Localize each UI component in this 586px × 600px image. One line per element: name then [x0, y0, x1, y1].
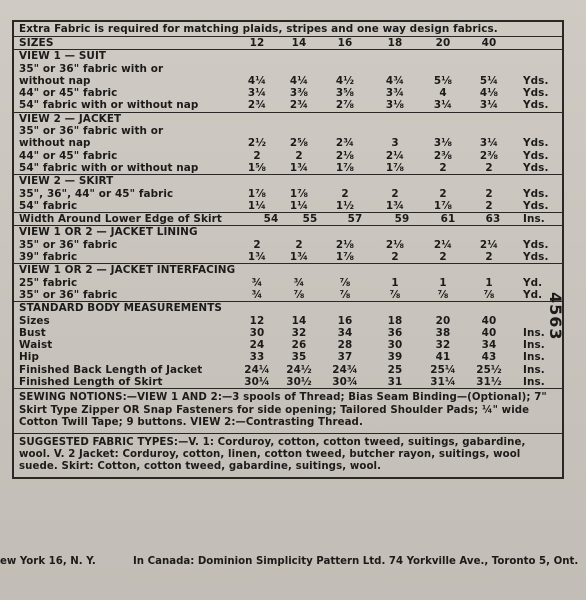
table-cell: ⅞: [339, 288, 351, 301]
table-cell: 2¼: [433, 238, 453, 251]
table-cell: 3¾: [385, 87, 405, 100]
table-row: [14, 289, 562, 301]
row-label: Waist: [19, 339, 53, 352]
table-row: [14, 376, 562, 388]
footer-address-left: ew York 16, N. Y.: [0, 556, 96, 567]
row-label: Finished Length of Skirt: [19, 376, 163, 389]
table-row: [14, 277, 562, 289]
table-cell: 2: [391, 187, 399, 200]
section-heading: [14, 49, 562, 62]
table-cell: 3⅛: [385, 99, 405, 112]
row-label: 54" fabric with or without nap: [19, 161, 199, 174]
table-row: [14, 239, 562, 251]
yardage-chart: [12, 20, 564, 479]
suggested-fabric-types: SUGGESTED FABRIC TYPES:—V. 1: Corduroy, cotton, cotton tweed, suitings, gabardine, wool. V. 2 Jacket: Corduroy, cotton, linen, cotton tweed, butcher rayon, suitings, wool suede. Skirt: Cotton, cotton tweed, gabardine, suitings, wool.: [14, 433, 562, 477]
table-cell: 3¼: [479, 137, 499, 150]
table-cell: 5¼: [479, 74, 499, 87]
section-heading: [14, 225, 562, 238]
table-cell: 25: [387, 363, 403, 376]
table-cell: 2¾: [335, 137, 355, 150]
unit-label: Ins.: [523, 213, 545, 226]
table-cell: 24: [249, 339, 265, 352]
row-label: 54" fabric with or without nap: [19, 99, 199, 112]
table-cell: 2: [341, 187, 349, 200]
table-row: [14, 99, 562, 111]
table-cell: 2¾: [247, 99, 267, 112]
table-cell: 1⅞: [385, 161, 405, 174]
table-cell: 2¼: [479, 238, 499, 251]
unit-label: Yds.: [523, 87, 549, 100]
table-cell: 2: [485, 251, 493, 264]
table-cell: 2: [295, 238, 303, 251]
footer-address-canada: In Canada: Dominion Simplicity Pattern Ltd. 74 Yorkville Ave., Toronto 5, Ont.: [133, 556, 579, 567]
table-cell: 2¾: [289, 99, 309, 112]
table-row: [14, 200, 562, 212]
table-cell: 4⅛: [479, 87, 499, 100]
skirt-width-row: [14, 212, 562, 225]
table-cell: 32: [291, 326, 307, 339]
table-row: [14, 137, 562, 149]
row-label: 35", 36", 44" or 45" fabric: [19, 187, 174, 200]
row-label: 35" or 36" fabric: [19, 288, 118, 301]
table-cell: 1⅝: [247, 161, 267, 174]
table-cell: 24¼: [244, 363, 270, 376]
sizes-header: [14, 36, 562, 49]
table-cell: 36: [387, 326, 403, 339]
unit-label: Yd.: [523, 276, 543, 289]
size-col-0: 12: [249, 37, 265, 49]
unit-label: Yds.: [523, 149, 549, 162]
unit-label: Ins.: [523, 351, 545, 364]
table-row: [14, 315, 562, 327]
table-cell: ¾: [251, 276, 263, 289]
table-cell: 30¼: [244, 376, 270, 389]
table-cell: 1: [391, 276, 399, 289]
table-cell: 2⅛: [335, 149, 355, 162]
row-label: Bust: [19, 326, 46, 339]
row-label: without nap: [19, 137, 91, 150]
table-cell: 1: [439, 276, 447, 289]
table-cell: 3⅝: [335, 87, 355, 100]
unit-label: Yds.: [523, 251, 549, 264]
unit-label: Yds.: [523, 199, 549, 212]
table-row: [14, 339, 562, 351]
table-cell: 4¼: [247, 74, 267, 87]
unit-label: Yds.: [523, 187, 549, 200]
table-cell: 1¼: [247, 199, 267, 212]
unit-label: Yds.: [523, 161, 549, 174]
row-label: without nap: [19, 74, 91, 87]
table-cell: 2: [439, 161, 447, 174]
row-label: VIEW 2 — JACKET: [19, 112, 122, 125]
table-cell: ⅞: [339, 276, 351, 289]
table-cell: 34: [337, 326, 353, 339]
pattern-number: 4563: [546, 292, 565, 341]
table-row: [14, 87, 562, 99]
unit-label: Yds.: [523, 238, 549, 251]
table-cell: 2¼: [385, 149, 405, 162]
section-heading: [14, 263, 562, 276]
unit-label: Yds.: [523, 74, 549, 87]
table-cell: 33: [249, 351, 265, 364]
size-col-1: 14: [291, 37, 307, 49]
table-cell: 1¾: [385, 199, 405, 212]
unit-label: Ins.: [523, 376, 545, 389]
table-cell: 2: [295, 149, 303, 162]
table-cell: 4¼: [289, 74, 309, 87]
table-cell: 24¾: [332, 363, 358, 376]
table-cell: 40: [481, 326, 497, 339]
row-label: VIEW 2 — SKIRT: [19, 175, 114, 188]
table-cell: 2: [485, 199, 493, 212]
table-cell: 31½: [476, 376, 502, 389]
table-cell: ⅞: [293, 288, 305, 301]
table-cell: 57: [347, 213, 363, 226]
section-heading: [14, 112, 562, 125]
table-cell: 14: [291, 314, 307, 327]
table-cell: 20: [435, 314, 451, 327]
table-cell: 3: [391, 137, 399, 150]
table-cell: 30: [387, 339, 403, 352]
table-cell: 38: [435, 326, 451, 339]
table-row: [14, 75, 562, 87]
table-cell: 2: [485, 187, 493, 200]
row-label: 35" or 36" fabric with or: [19, 125, 164, 138]
row-label: Width Around Lower Edge of Skirt: [19, 213, 222, 226]
section-heading: [14, 174, 562, 187]
chart-rows: [14, 49, 562, 388]
table-row: [14, 125, 562, 137]
table-cell: 1⅞: [289, 187, 309, 200]
table-cell: 18: [387, 314, 403, 327]
table-cell: 2⅛: [385, 238, 405, 251]
row-label: VIEW 1 OR 2 — JACKET INTERFACING: [19, 264, 236, 277]
table-cell: 2: [253, 149, 261, 162]
size-col-3: 18: [387, 37, 403, 49]
row-label: 54" fabric: [19, 199, 78, 212]
size-col-5: 40: [481, 37, 497, 49]
table-cell: ¾: [293, 276, 305, 289]
table-cell: 40: [481, 314, 497, 327]
table-cell: 4: [439, 87, 447, 100]
unit-label: Ins.: [523, 326, 545, 339]
table-row: [14, 327, 562, 339]
table-cell: 12: [249, 314, 265, 327]
table-cell: 3¼: [247, 87, 267, 100]
row-label: 39" fabric: [19, 251, 78, 264]
table-cell: 37: [337, 351, 353, 364]
extra-fabric-note: Extra Fabric is required for matching plaids, stripes and one way design fabrics.: [19, 23, 498, 35]
table-cell: 34: [481, 339, 497, 352]
table-cell: ⅞: [437, 288, 449, 301]
table-cell: 31¼: [430, 376, 456, 389]
table-row: [14, 162, 562, 174]
unit-label: Ins.: [523, 363, 545, 376]
table-cell: 5⅛: [433, 74, 453, 87]
table-cell: ⅞: [389, 288, 401, 301]
table-row: [14, 150, 562, 162]
table-cell: 25½: [476, 363, 502, 376]
table-cell: 2⅝: [289, 137, 309, 150]
table-cell: 2: [485, 161, 493, 174]
table-cell: 2⅜: [433, 149, 453, 162]
row-label: VIEW 1 OR 2 — JACKET LINING: [19, 226, 198, 239]
table-cell: 1: [485, 276, 493, 289]
table-cell: 30¾: [332, 376, 358, 389]
table-cell: 32: [435, 339, 451, 352]
row-label: 44" or 45" fabric: [19, 87, 118, 100]
table-cell: 30: [249, 326, 265, 339]
row-label: 25" fabric: [19, 276, 78, 289]
row-label: 35" or 36" fabric with or: [19, 62, 164, 75]
table-cell: 1⅞: [433, 199, 453, 212]
table-cell: 3¼: [479, 99, 499, 112]
table-cell: 4¾: [385, 74, 405, 87]
unit-label: Yds.: [523, 99, 549, 112]
table-row: [14, 251, 562, 263]
table-cell: 1¾: [289, 161, 309, 174]
table-cell: ¾: [251, 288, 263, 301]
unit-label: Yd.: [523, 288, 543, 301]
table-cell: 43: [481, 351, 497, 364]
table-cell: 39: [387, 351, 403, 364]
row-label: Sizes: [19, 314, 50, 327]
table-cell: 1¾: [289, 251, 309, 264]
table-cell: 2½: [247, 137, 267, 150]
unit-label: Yds.: [523, 137, 549, 150]
row-label: Hip: [19, 351, 39, 364]
table-cell: 1⅞: [335, 161, 355, 174]
table-cell: 2⅞: [335, 99, 355, 112]
table-cell: 2: [439, 187, 447, 200]
table-row: [14, 364, 562, 376]
size-col-4: 20: [435, 37, 451, 49]
section-heading: [14, 301, 562, 314]
table-cell: 3⅛: [433, 137, 453, 150]
table-cell: 1½: [335, 199, 355, 212]
table-cell: 2: [439, 251, 447, 264]
table-cell: 16: [337, 314, 353, 327]
table-cell: 24½: [286, 363, 312, 376]
table-cell: 63: [485, 213, 501, 226]
table-cell: 3⅜: [289, 87, 309, 100]
table-cell: 2: [253, 238, 261, 251]
sewing-notions: SEWING NOTIONS:—VIEW 1 AND 2:—3 spools of Thread; Bias Seam Binding—(Optional); 7" Skirt Type Zipper OR Snap Fasteners for side opening; Tailored Shoulder Pads; ¼" wide Cotton Twill Tape; 9 buttons. VIEW 2:—Contrasting Thread.: [14, 388, 562, 432]
table-cell: 31: [387, 376, 403, 389]
table-cell: 59: [394, 213, 410, 226]
row-label: 44" or 45" fabric: [19, 149, 118, 162]
table-cell: 30½: [286, 376, 312, 389]
table-cell: 28: [337, 339, 353, 352]
table-row: [14, 188, 562, 200]
table-cell: 35: [291, 351, 307, 364]
row-label: VIEW 1 — SUIT: [19, 50, 107, 63]
table-cell: 1⅞: [335, 251, 355, 264]
table-cell: 4½: [335, 74, 355, 87]
table-cell: 61: [440, 213, 456, 226]
table-cell: 26: [291, 339, 307, 352]
table-cell: 2: [391, 251, 399, 264]
table-row: [14, 63, 562, 75]
table-cell: 25¼: [430, 363, 456, 376]
table-cell: 2⅛: [335, 238, 355, 251]
table-cell: 1¾: [247, 251, 267, 264]
row-label: 35" or 36" fabric: [19, 238, 118, 251]
size-col-2: 16: [337, 37, 353, 49]
table-cell: ⅞: [483, 288, 495, 301]
unit-label: Ins.: [523, 339, 545, 352]
table-cell: 55: [302, 213, 318, 226]
table-row: [14, 351, 562, 363]
table-cell: 1¼: [289, 199, 309, 212]
sizes-header-label: SIZES: [19, 37, 54, 49]
table-cell: 1⅞: [247, 187, 267, 200]
row-label: Finished Back Length of Jacket: [19, 363, 203, 376]
row-label: STANDARD BODY MEASUREMENTS: [19, 302, 222, 315]
table-cell: 54: [263, 213, 279, 226]
table-cell: 41: [435, 351, 451, 364]
table-cell: 3¼: [433, 99, 453, 112]
table-cell: 2⅜: [479, 149, 499, 162]
